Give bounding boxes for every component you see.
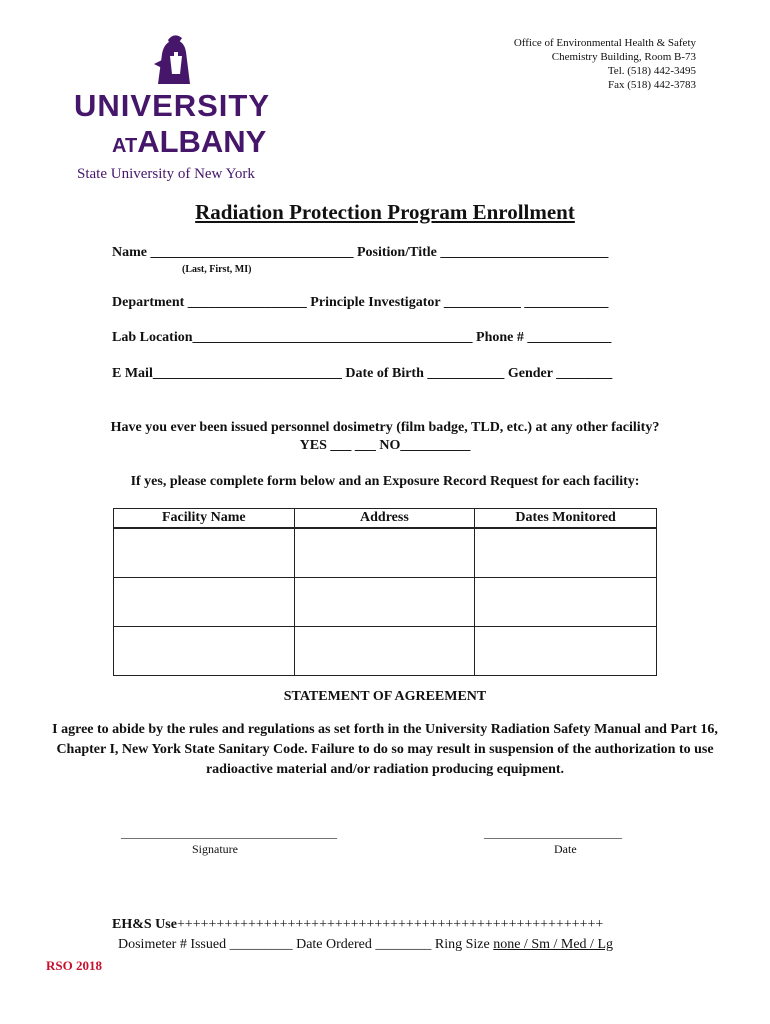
signature-line[interactable]: ____________________________________ [121,826,337,840]
signature-label: Signature [192,842,238,856]
table-cell[interactable] [114,578,295,627]
form-code: RSO 2018 [46,958,102,973]
logo-at-text: AT [112,135,138,157]
ehs-label: EH&S Use [112,917,177,932]
lab-phone-field[interactable]: Lab Location________________________________________ Phone # ____________ [112,330,612,345]
table-cell[interactable] [475,627,657,676]
ehs-use-line [112,917,603,933]
office-fax: Fax (518) 442-3783 [608,79,696,91]
dosimetry-question: Have you ever been issued personnel dosimetry (film badge, TLD, etc.) at any other facility? [110,420,660,435]
office-building: Chemistry Building, Room B-73 [551,51,696,63]
logo-albany-word: ALBANY [137,124,267,159]
table-cell[interactable] [475,578,657,627]
office-tel: Tel. (518) 442-3495 [607,65,696,77]
name-hint: (Last, First, MI) [182,264,252,275]
ring-size-options[interactable]: none / Sm / Med / Lg [493,937,613,952]
agreement-text [0,720,770,780]
table-cell[interactable] [114,528,295,578]
table-row [114,578,657,627]
ehs-dosimeter-line [118,937,613,953]
date-line[interactable]: _______________________ [484,826,622,840]
header-address: Address [294,509,475,529]
yes-no-field[interactable]: YES ___ ___ NO__________ [299,438,471,453]
date-label: Date [554,842,577,856]
table-cell[interactable] [114,627,295,676]
dosimeter-fields[interactable]: Dosimeter # Issued _________ Date Ordered ________ Ring Size [118,937,494,952]
page-title: Radiation Protection Program Enrollment [195,200,575,224]
facility-table [113,508,657,676]
header-dates-monitored: Dates Monitored [475,509,657,529]
table-cell[interactable] [294,627,475,676]
department-pi-field[interactable]: Department _________________ Principle Investigator ___________ ____________ [112,295,609,310]
office-address-block [514,36,696,92]
minerva-logo-icon [148,34,196,86]
header-facility-name: Facility Name [114,509,295,529]
name-position-field[interactable]: Name _____________________________ Position/Title ________________________ [112,245,609,260]
table-row [114,627,657,676]
office-name: Office of Environmental Health & Safety [513,37,696,49]
logo-albany-text [112,124,266,160]
table-cell[interactable] [475,528,657,578]
ehs-plus-divider: ++++++++++++++++++++++++++++++++++++++++++++++++++++++ [176,917,604,932]
agreement-heading: STATEMENT OF AGREEMENT [283,689,487,704]
table-cell[interactable] [294,578,475,627]
table-header-row [114,509,657,529]
table-cell[interactable] [294,528,475,578]
email-dob-gender-field[interactable]: E Mail___________________________ Date of Birth ___________ Gender ________ [112,366,613,381]
table-row [114,528,657,578]
logo-suny-text: State University of New York [77,166,255,182]
agreement-paragraph: I agree to abide by the rules and regulations as set forth in the University Radiation Safety Manual and Part 16, Chapter I, New York State Sanitary Code. Failure to do so may result in suspension of the authorization to use radioactive material and/or radiation producing equipment. [52,722,718,777]
if-yes-instruction: If yes, please complete form below and an Exposure Record Request for each facility: [130,474,640,489]
logo-university-text: UNIVERSITY [74,88,271,123]
